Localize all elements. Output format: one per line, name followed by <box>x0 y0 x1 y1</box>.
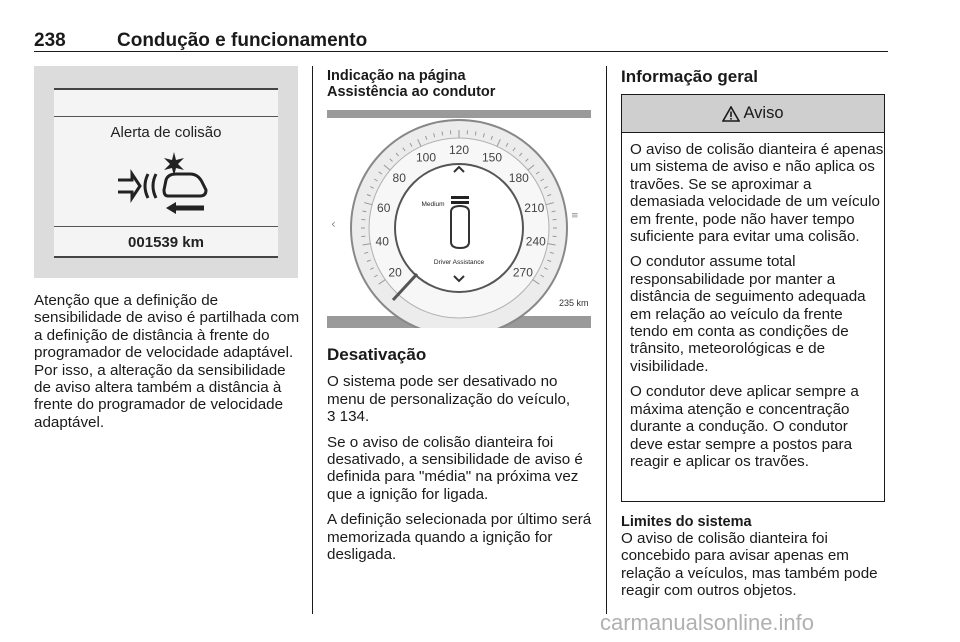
section-heading-deactivation: Desativação <box>327 345 427 364</box>
speed-tick-label: 100 <box>415 150 437 165</box>
body-paragraph <box>327 373 597 425</box>
column-divider-left <box>312 66 313 614</box>
page-reference-link[interactable]: 3 134. <box>327 408 370 426</box>
section-heading-general-info: Informação geral <box>621 67 758 86</box>
speed-tick-label: 60 <box>377 200 391 215</box>
warning-paragraph: O condutor deve aplicar sempre a máxima atenção e concentração durante a condução. O condutor deve estar sempre a postos para reagir e aplicar os travões. <box>630 383 859 470</box>
middle-column-text <box>327 346 597 571</box>
caption-line-1: Indicação na página <box>327 68 466 84</box>
speed-tick-label: 40 <box>375 234 389 249</box>
nav-left-icon: ‹ <box>331 217 336 231</box>
divider-line <box>54 116 278 117</box>
speed-tick-label: 180 <box>508 170 529 185</box>
gauge-tick <box>442 132 443 136</box>
body-paragraph: Atenção que a definição de sensibilidade de aviso é partilhada com a definição de distância à frente do programador de velocidade adaptável. Por isso, a alteração da sensibilidade de aviso altera também a distância à frente do programador de velocidade adaptável. <box>34 292 300 431</box>
caption-line-2: Assistência ao condutor <box>327 84 496 100</box>
warning-header <box>622 95 884 133</box>
left-column <box>34 292 302 439</box>
figure-title: Alerta de colisão <box>110 124 222 141</box>
gauge-odometer: 235 km <box>559 298 589 308</box>
display-screen <box>54 88 278 258</box>
paragraph-text: O sistema pode ser desativado no menu de personalização do veículo, <box>327 373 571 408</box>
body-paragraph: A definição selecionada por último será memorizada quando a ignição for desligada. <box>327 511 592 564</box>
driver-assistance-gauge-figure <box>327 110 591 328</box>
watermark: carmanualsonline.info <box>600 610 815 635</box>
collision-warning-icon <box>110 150 220 220</box>
page-title: Condução e funcionamento <box>117 30 368 51</box>
collision-alert-figure <box>34 66 298 278</box>
system-limits-section <box>621 514 889 608</box>
gauge-tick <box>363 211 367 212</box>
page-number: 238 <box>34 30 66 51</box>
speed-tick-label: 150 <box>481 150 503 165</box>
odometer-readout: 001539 km <box>128 234 204 251</box>
header-rule <box>34 51 888 52</box>
figure-caption <box>327 68 595 100</box>
gauge-tick <box>552 211 556 212</box>
body-paragraph: O aviso de colisão dianteira foi concebido para avisar apenas em relação a veículos, mas também pode reagir com outros objetos. <box>621 530 878 600</box>
warning-title: Aviso <box>743 104 784 122</box>
speed-tick-label: 240 <box>525 234 546 249</box>
speed-tick-label: 210 <box>524 200 545 215</box>
warning-paragraph: O aviso de colisão dianteira é apenas um sistema de aviso e não aplica os travões. Se se aproximar a demasiada velocidade de um veículo em frente, pode não haver tempo suficiente para evitar uma colisão. <box>630 141 884 246</box>
divider-line <box>54 226 278 227</box>
warning-body <box>622 133 884 470</box>
gauge-page-label: Driver Assistance <box>433 259 485 266</box>
gauge-tick <box>475 132 476 136</box>
subheading-system-limits: Limites do sistema <box>621 514 752 530</box>
speed-tick-label: 80 <box>392 170 406 185</box>
speed-tick-label: 270 <box>512 265 533 280</box>
speed-tick-label: 20 <box>388 265 402 280</box>
speed-tick-label: 120 <box>448 143 470 157</box>
warning-triangle-icon <box>722 106 740 122</box>
body-paragraph: Se o aviso de colisão dianteira foi desativado, a sensibilidade de aviso é definida para "média" na próxima vez que a ignição for ligada. <box>327 433 583 503</box>
column-divider-right <box>606 66 607 614</box>
warning-paragraph: O condutor assume total responsabilidade por manter a distância de seguimento adequada em relação ao veículo da frente tendo em conta as condições de trânsito, meteorológicas e de visibilidade. <box>630 253 866 375</box>
gauge-mode-label: Medium <box>421 201 445 208</box>
warning-box <box>621 94 885 502</box>
menu-right-icon: ≡ <box>571 211 579 221</box>
